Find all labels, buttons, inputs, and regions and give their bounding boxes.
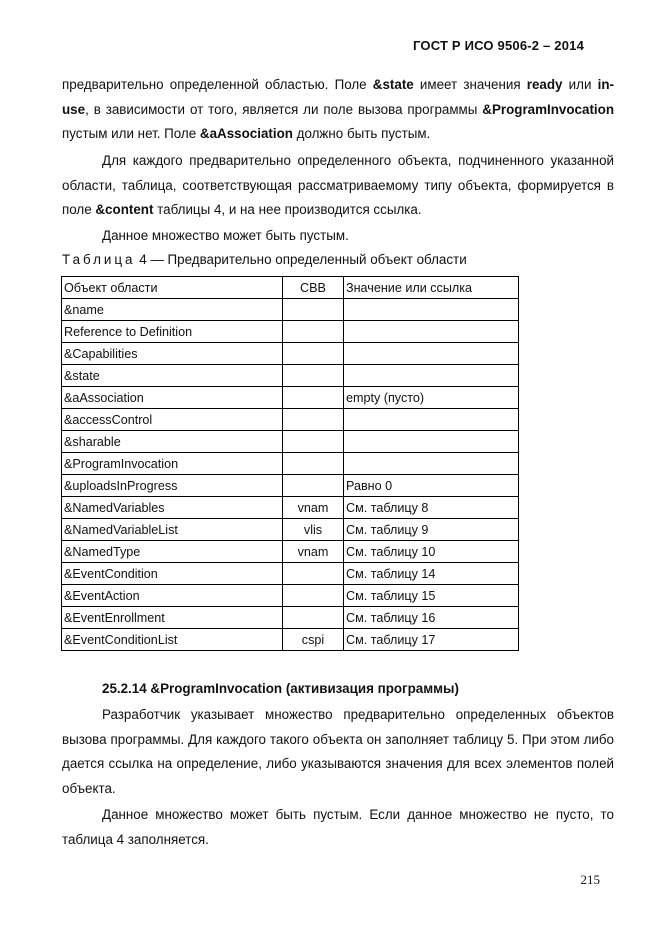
paragraph-developer-instructions: Разработчик указывает множество предварительно определенных объектов вызова программы. Для каждого такого объекта он заполняет таблицу 5. При этом либо дается ссылка на определение, либо указываются значения для всех элементов полей объекта. <box>62 707 614 796</box>
cell-cbb <box>283 343 344 365</box>
table-row <box>62 497 519 519</box>
cell-cbb <box>283 299 344 321</box>
cell-value <box>344 365 519 387</box>
cell-object: &NamedVariables <box>62 497 283 519</box>
bold-term: &content <box>95 202 154 218</box>
bold-term: &state <box>372 77 414 92</box>
cell-value: См. таблицу 8 <box>344 497 519 519</box>
column-header-value: Значение или ссылка <box>344 277 519 299</box>
cell-value <box>344 431 519 453</box>
cell-cbb <box>283 321 344 343</box>
column-header-object: Объект области <box>62 277 283 299</box>
cell-value: Равно 0 <box>344 475 519 497</box>
cell-value <box>344 299 519 321</box>
text: таблицы 4, и на нее производится ссылка. <box>153 202 422 218</box>
document-header: ГОСТ Р ИСО 9506-2 – 2014 <box>413 38 584 53</box>
table-row <box>62 453 519 475</box>
predefined-domain-object-table <box>61 276 519 651</box>
table-row <box>62 387 519 409</box>
cell-cbb <box>283 563 344 585</box>
cell-value: См. таблицу 17 <box>344 629 519 651</box>
cell-value: empty (пусто) <box>344 387 519 409</box>
cell-value: См. таблицу 16 <box>344 607 519 629</box>
table-row <box>62 541 519 563</box>
table-row <box>62 585 519 607</box>
page-number: 215 <box>580 872 600 887</box>
table-caption <box>62 252 467 267</box>
cell-value <box>344 453 519 475</box>
text: имеет значения <box>413 77 527 92</box>
cell-object: &EventConditionList <box>62 629 283 651</box>
bold-term: &aAssociation <box>199 126 293 142</box>
cell-object: &Capabilities <box>62 343 283 365</box>
paragraph-empty-set-note: Данное множество может быть пустым. Если данное множество не пусто, то таблица 4 заполняется. <box>62 807 614 847</box>
cell-object: &NamedVariableList <box>62 519 283 541</box>
cell-cbb <box>283 585 344 607</box>
cell-object: &aAssociation <box>62 387 283 409</box>
cell-object: &sharable <box>62 431 283 453</box>
cell-cbb <box>283 431 344 453</box>
cell-cbb <box>283 453 344 475</box>
text: предварительно определенной областью. Поле <box>62 77 373 92</box>
table-caption-label: Таблица <box>62 252 136 267</box>
cell-object: Reference to Definition <box>62 321 283 343</box>
paragraph-content-description <box>62 149 614 223</box>
column-header-cbb: СВВ <box>283 277 344 299</box>
text: пустым или нет. Поле <box>62 126 200 142</box>
cell-value: См. таблицу 10 <box>344 541 519 563</box>
table-caption-text: — Предварительно определенный объект области <box>146 252 467 267</box>
table-header-row <box>62 277 519 299</box>
cell-object: &uploadsInProgress <box>62 475 283 497</box>
cell-cbb: vnam <box>283 497 344 519</box>
text: должно быть пустым. <box>292 126 431 142</box>
paragraph-empty-set: Данное множество может быть пустым. <box>102 228 349 243</box>
table-row <box>62 321 519 343</box>
cell-object: &EventEnrollment <box>62 607 283 629</box>
text: Для каждого предварительно определенного объекта, подчиненного указанной области, таблица, соответствующая рассматриваемому типу объекта, формируется в поле <box>62 153 614 218</box>
bold-term: ready <box>526 77 563 92</box>
cell-object: &ProgramInvocation <box>62 453 283 475</box>
cell-value: См. таблицу 15 <box>344 585 519 607</box>
table-row <box>62 343 519 365</box>
cell-value: См. таблицу 9 <box>344 519 519 541</box>
table-row <box>62 629 519 651</box>
cell-cbb <box>283 475 344 497</box>
table-caption-number: 4 <box>139 252 147 267</box>
text: или <box>562 77 598 92</box>
table-row <box>62 365 519 387</box>
section-heading: 25.2.14 &ProgramInvocation (активизация программы) <box>102 681 459 696</box>
cell-value: См. таблицу 14 <box>344 563 519 585</box>
table-row <box>62 475 519 497</box>
cell-cbb <box>283 387 344 409</box>
bold-term: in-use <box>62 77 614 117</box>
text: , в зависимости от того, является ли поле вызова программы <box>85 101 483 117</box>
cell-object: &NamedType <box>62 541 283 563</box>
bold-term: &ProgramInvocation <box>482 101 614 117</box>
table-row <box>62 519 519 541</box>
table-row <box>62 299 519 321</box>
cell-cbb <box>283 607 344 629</box>
table-row <box>62 607 519 629</box>
cell-cbb: vlis <box>283 519 344 541</box>
cell-cbb: cspi <box>283 629 344 651</box>
cell-cbb: vnam <box>283 541 344 563</box>
cell-object: &accessControl <box>62 409 283 431</box>
cell-object: &state <box>62 365 283 387</box>
cell-object: &EventAction <box>62 585 283 607</box>
table-row <box>62 563 519 585</box>
cell-object: &name <box>62 299 283 321</box>
table-row <box>62 409 519 431</box>
table-row <box>62 431 519 453</box>
cell-object: &EventCondition <box>62 563 283 585</box>
cell-value <box>344 321 519 343</box>
cell-cbb <box>283 409 344 431</box>
paragraph-state-description <box>62 73 614 147</box>
cell-value <box>344 343 519 365</box>
cell-cbb <box>283 365 344 387</box>
cell-value <box>344 409 519 431</box>
